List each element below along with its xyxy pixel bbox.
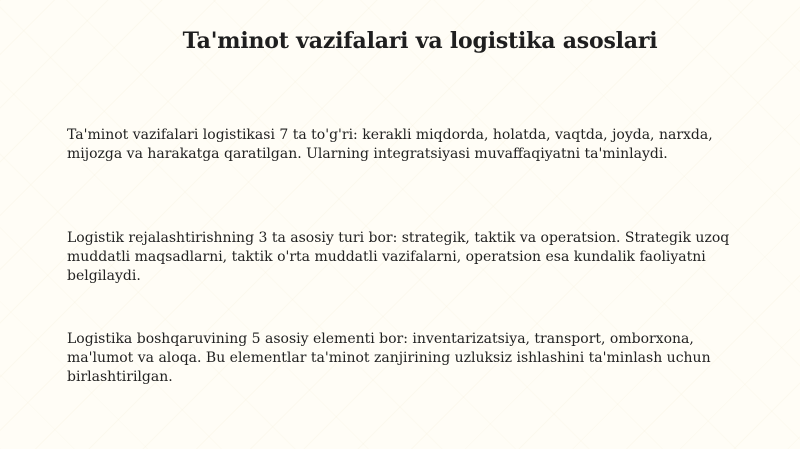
paragraph-planning-types: Logistik rejalashtirishning 3 ta asosiy turi bor: strategik, taktik va operatsion. Strategik uzoq muddatli maqsadlarni, taktik o'rta muddatli vazifalarni, operatsion esa kundalik faoliyatni belgilaydi. — [67, 230, 730, 284]
slide-title: Ta'minot vazifalari va logistika asoslari — [182, 28, 658, 54]
paragraph-management-elements: Logistika boshqaruvining 5 asosiy elementi bor: inventarizatsiya, transport, omborxona, ma'lumot va aloqa. Bu elementlar ta'minot zanjirining uzluksiz ishlashini ta'minlash uchun birlashtirilgan. — [67, 331, 711, 385]
paragraph-supply-rights: Ta'minot vazifalari logistikasi 7 ta to'g'ri: kerakli miqdorda, holatda, vaqtda, joyda, narxda, mijozga va harakatga qaratilgan. Ularning integratsiyasi muvaffaqiyatni ta'minlaydi. — [67, 127, 713, 162]
